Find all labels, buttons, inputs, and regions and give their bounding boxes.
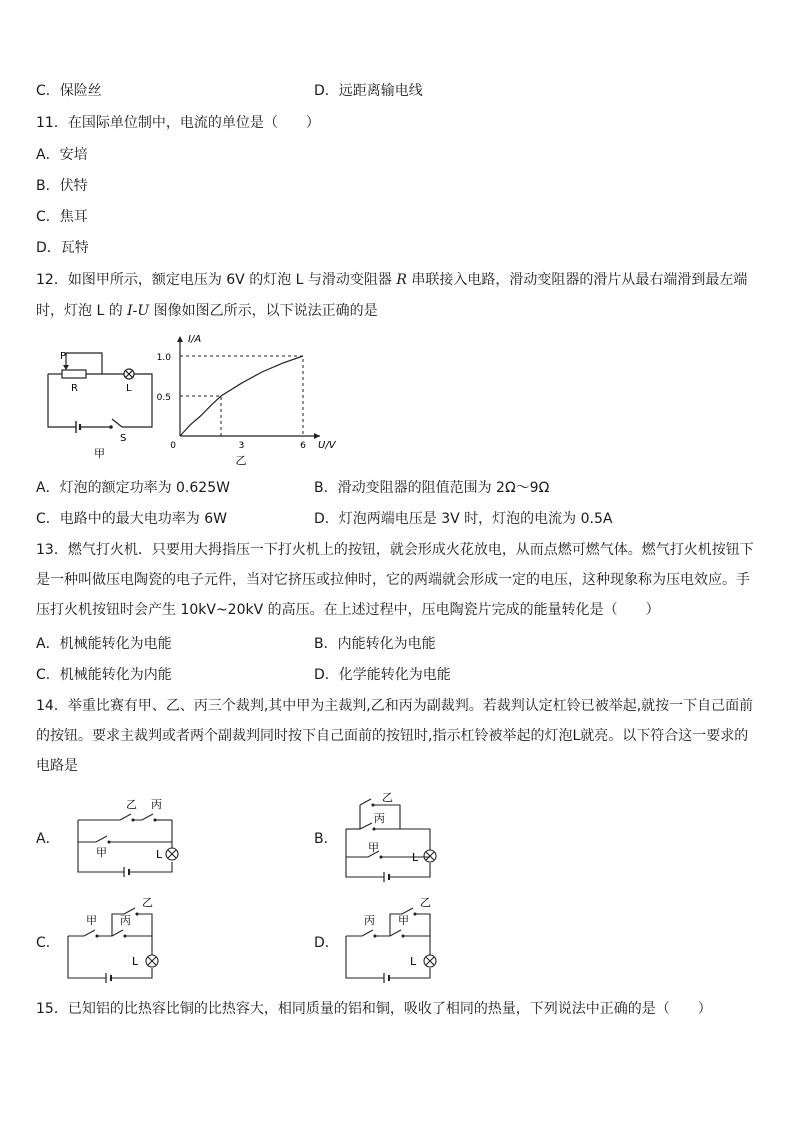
x-axis-arrow — [314, 433, 320, 439]
label-s: S — [120, 433, 127, 444]
q15-stem: 15．已知铝的比热容比铜的比热容大，相同质量的铝和铜，吸收了相同的热量，下列说法中正确的是（ ） — [36, 1001, 712, 1017]
svg-text:甲: 甲 — [86, 914, 97, 927]
svg-text:乙: 乙 — [126, 798, 137, 811]
svg-text:乙: 乙 — [382, 791, 393, 804]
q11-option-c: C．焦耳 — [36, 209, 88, 225]
q13-option-b: B．内能转化为电能 — [314, 636, 436, 652]
xtick-6: 6 — [300, 441, 306, 451]
label-r: R — [71, 383, 78, 394]
q14-option-a-label: A． — [36, 831, 60, 847]
q14-option-d-label: D． — [314, 935, 339, 951]
ylabel: I/A — [188, 334, 202, 345]
q12-stem-line1: 12．如图甲所示，额定电压为 6V 的灯泡 L 与滑动变阻器 R 串联接入电路，滑动变阻器的滑片从最右端滑到最左端 — [36, 272, 748, 288]
svg-text:丙: 丙 — [364, 914, 375, 927]
svg-text:丙: 丙 — [374, 812, 385, 825]
q11-option-d: D．瓦特 — [36, 240, 89, 256]
svg-text:甲: 甲 — [96, 846, 107, 859]
q12-circuit-figure — [40, 345, 160, 460]
q12-iu-graph — [156, 330, 343, 467]
q11-stem: 11．在国际单位制中，电流的单位是（ ） — [36, 115, 320, 131]
xtick-3: 3 — [238, 441, 245, 451]
q11-option-b: B．伏特 — [36, 178, 88, 194]
xtick-0: 0 — [170, 441, 176, 451]
svg-text:丙: 丙 — [151, 798, 162, 811]
label-l: L — [126, 383, 132, 394]
svg-text:乙: 乙 — [142, 896, 153, 909]
svg-text:丙: 丙 — [120, 914, 131, 927]
svg-text:L: L — [132, 955, 139, 968]
q12-stem-line2: 时，灯泡 L 的 I-U 图像如图乙所示，以下说法正确的是 — [36, 303, 378, 319]
caption-jia: 甲 — [94, 447, 105, 460]
q12-option-a: A．灯泡的额定功率为 0.625W — [36, 480, 230, 496]
svg-text:L: L — [410, 955, 417, 968]
q14-stem: 14．举重比赛有甲、乙、丙三个裁判,其中甲为主裁判,乙和丙为副裁判。若裁判认定杠铃已被举起,就按一下自己面前的按钮。要求主裁判或者两个副裁判同时按下自己面前的按钮时,指示杠铃被举起的灯泡L就亮。以下符合这一要求的电路是 — [36, 698, 754, 774]
label-p: P — [60, 351, 67, 362]
q14-circuit-c — [62, 892, 172, 987]
q14-circuit-a — [70, 790, 190, 885]
q13-option-a: A．机械能转化为电能 — [36, 636, 172, 652]
option-d-prev: D．远距离输电线 — [314, 83, 423, 99]
svg-text:甲: 甲 — [398, 914, 409, 927]
option-c-prev: C．保险丝 — [36, 83, 102, 99]
caption-yi: 乙 — [235, 454, 247, 467]
q12-option-c: C．电路中的最大电功率为 6W — [36, 511, 227, 527]
q13-option-d: D．化学能转化为电能 — [314, 667, 451, 683]
q11-option-a: A．安培 — [36, 147, 88, 163]
q14-option-b-label: B． — [314, 831, 338, 847]
xlabel: U/V — [318, 440, 336, 451]
q14-option-c-label: C． — [36, 935, 60, 951]
svg-text:L: L — [412, 851, 419, 864]
svg-text:甲: 甲 — [368, 841, 379, 854]
q12-option-d: D．灯泡两端电压是 3V 时，灯泡的电流为 0.5A — [314, 511, 613, 527]
ytick-1: 1.0 — [156, 353, 171, 363]
svg-text:乙: 乙 — [420, 896, 431, 909]
svg-text:L: L — [156, 848, 163, 861]
ytick-05: 0.5 — [156, 393, 171, 403]
q14-circuit-b — [338, 785, 448, 885]
q13-stem: 13．燃气打火机．只要用大拇指压一下打火机上的按钮，就会形成火花放电，从而点燃可燃气体。燃气打火机按钮下是一种叫做压电陶瓷的电子元件，当对它挤压或拉伸时，它的两端就会形成一定的电压，这种现象称为压电效应。手压打火机按钮时会产生 10kV~20kV 的高压。在上述过程中，压电陶瓷片完成的能量转化是（ ） — [36, 542, 754, 618]
q13-option-c: C．机械能转化为内能 — [36, 667, 172, 683]
q12-option-b: B．滑动变阻器的阻值范围为 2Ω～9Ω — [314, 480, 550, 496]
y-axis-arrow — [177, 336, 183, 342]
q14-circuit-d — [340, 892, 450, 987]
